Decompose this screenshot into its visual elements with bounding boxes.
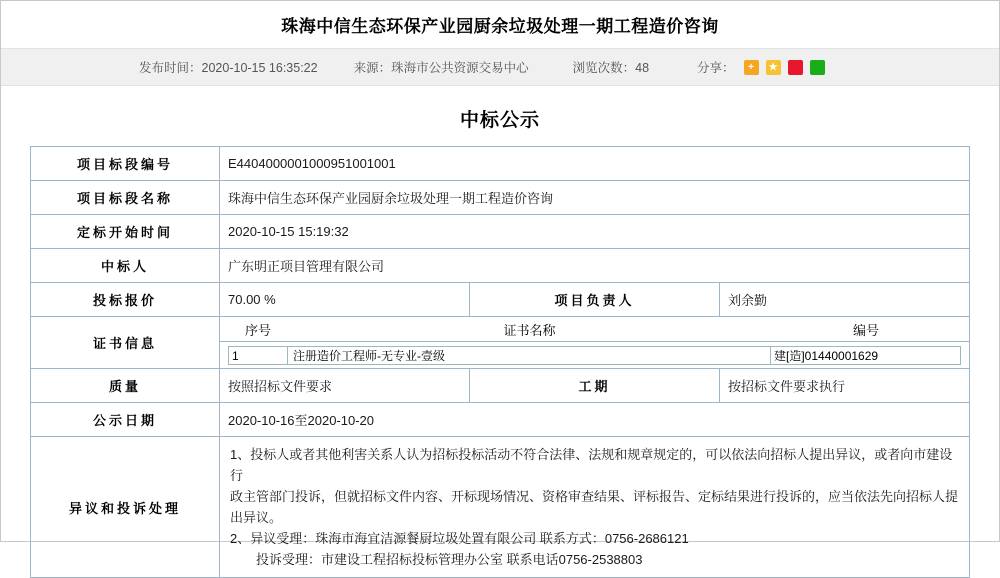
objection-line-2: 政主管部门投诉，但就招标文件内容、开标现场情况、资格审查结果、评标报告、定标结果进行投诉的，应当依法先向招标人提 xyxy=(230,489,959,505)
cert-name-field[interactable]: 注册造价工程师-无专业-壹级 xyxy=(288,346,771,365)
table-row-bid-price xyxy=(31,283,970,317)
label-cert-info: 证书信息 xyxy=(31,317,220,369)
label-project-manager: 项目负责人 xyxy=(470,283,720,317)
bid-result-table xyxy=(30,146,970,578)
favorite-star-icon[interactable]: ★ xyxy=(766,60,781,75)
value-section-name: 珠海中信生态环保产业园厨余垃圾处理一期工程造价咨询 xyxy=(220,181,970,215)
value-bid-price: 70.00 % xyxy=(220,283,470,317)
wechat-icon[interactable] xyxy=(810,60,825,75)
table-row-bid-start xyxy=(31,215,970,249)
table-row-cert-header xyxy=(31,317,970,342)
cert-no-field[interactable]: 1 xyxy=(228,346,288,365)
table-row-section-no xyxy=(31,147,970,181)
label-bid-price: 投标报价 xyxy=(31,283,220,317)
meta-bar xyxy=(1,48,999,86)
view-count-value: 48 xyxy=(635,61,650,75)
cert-entry xyxy=(228,346,961,365)
value-duration: 按招标文件要求执行 xyxy=(720,369,970,403)
label-section-name: 项目标段名称 xyxy=(31,181,220,215)
table-row-section-name xyxy=(31,181,970,215)
value-quality: 按照招标文件要求 xyxy=(220,369,470,403)
value-section-no: E4404000001000951001001 xyxy=(220,147,970,181)
share-icon-group xyxy=(744,60,825,75)
cert-header-row xyxy=(220,317,970,342)
source-label: 来源： xyxy=(353,61,392,75)
label-winner: 中标人 xyxy=(31,249,220,283)
table-row-objection xyxy=(31,437,970,578)
cert-col-no: 序号 xyxy=(244,322,271,338)
view-count-label: 浏览次数： xyxy=(572,61,636,75)
label-objection: 异议和投诉处理 xyxy=(31,437,220,578)
view-count xyxy=(573,58,649,76)
objection-line-1: 1、投标人或者其他利害关系人认为招标投标活动不符合法律、法规和规章规定的，可以依法向招标人提出异议，或者向市建设行 xyxy=(230,447,953,484)
table-row-quality xyxy=(31,369,970,403)
document-title: 中标公示 xyxy=(459,110,540,131)
weibo-icon[interactable] xyxy=(788,60,803,75)
share-label: 分享： xyxy=(697,61,735,75)
source-value: 珠海市公共资源交易中心 xyxy=(391,61,529,75)
label-bid-start: 定标开始时间 xyxy=(31,215,220,249)
value-publicity-date: 2020-10-16至2020-10-20 xyxy=(220,403,970,437)
objection-line-4: 2、异议受理：珠海市海宜洁源餐厨垃圾处置有限公司 联系方式：0756-2686121 xyxy=(230,531,689,547)
value-bid-start: 2020-10-15 15:19:32 xyxy=(220,215,970,249)
table-row-publicity-date xyxy=(31,403,970,437)
cert-col-name: 证书名称 xyxy=(503,322,556,338)
value-objection xyxy=(220,437,970,578)
share-section xyxy=(697,58,825,76)
publish-time-label: 发布时间： xyxy=(139,61,202,75)
label-quality: 质量 xyxy=(31,369,220,403)
table-row-winner xyxy=(31,249,970,283)
label-duration: 工期 xyxy=(470,369,720,403)
value-winner: 广东明正项目管理有限公司 xyxy=(220,249,970,283)
value-project-manager: 刘余勤 xyxy=(720,283,970,317)
label-publicity-date: 公示日期 xyxy=(31,403,220,437)
source xyxy=(354,58,529,76)
page-title: 珠海中信生态环保产业园厨余垃圾处理一期工程造价咨询 xyxy=(281,17,719,36)
objection-line-5: 投诉受理：市建设工程招标投标管理办公室 联系电话0756-2538803 xyxy=(256,552,643,568)
publish-time xyxy=(139,58,318,76)
cert-col-code: 编号 xyxy=(852,322,879,338)
qzone-icon[interactable]: + xyxy=(744,60,759,75)
cert-value-row xyxy=(220,342,970,369)
publish-time-value: 2020-10-15 16:35:22 xyxy=(201,61,318,75)
label-section-no: 项目标段编号 xyxy=(31,147,220,181)
objection-line-3: 出异议。 xyxy=(230,510,283,526)
cert-code-field[interactable]: 建[造]01440001629 xyxy=(771,346,961,365)
